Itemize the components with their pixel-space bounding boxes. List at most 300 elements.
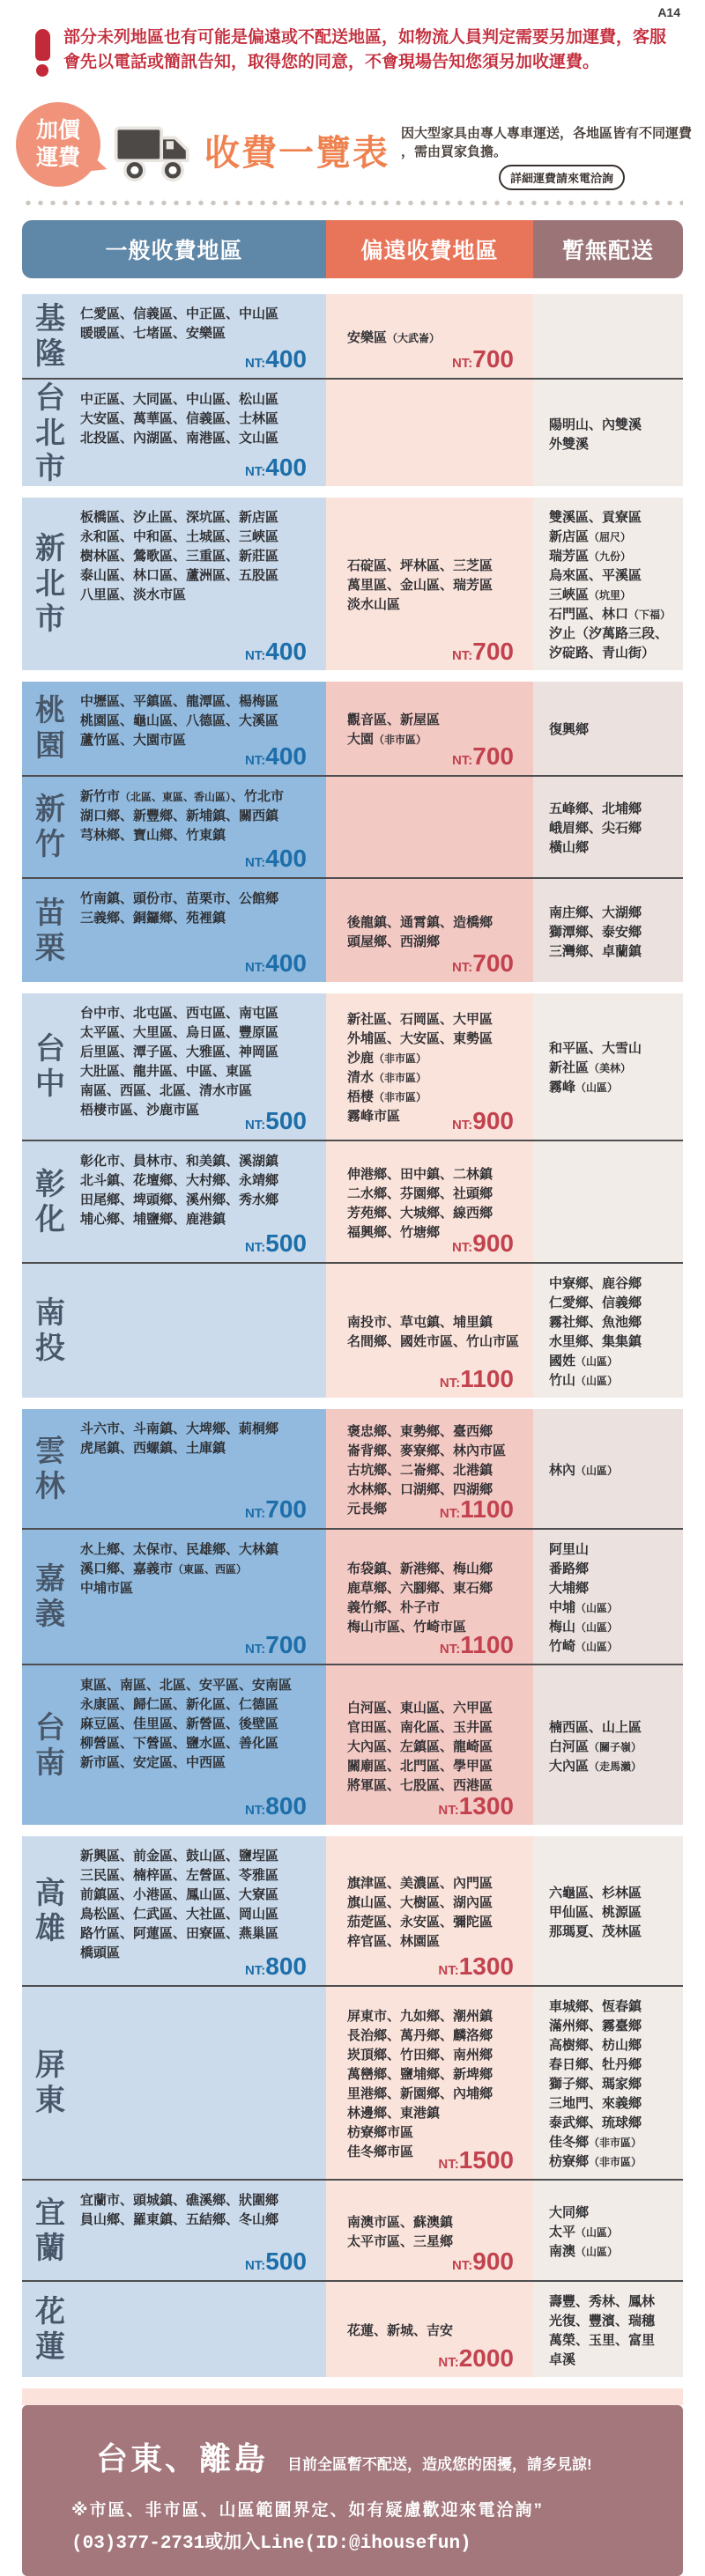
district-line: 枋寮鄉市區 [347,2125,414,2140]
district-line: 白河區（關子嶺） [549,1738,642,1754]
district-line: 梅山市區、竹崎市區 [347,1620,467,1635]
district-line: 柳營區、下營區、鹽水區、善化區 [80,1736,279,1751]
region-row [22,1836,683,1985]
parenthetical-note: （走馬瀨） [589,1760,642,1773]
district-line: 元長鄉 [347,1501,388,1517]
district-line: 新社區、石岡區、大甲區 [347,1012,494,1027]
district-line: 霧峰（山區） [549,1080,619,1095]
remote-cell [326,294,533,378]
district-line: 六龜區、杉林區 [549,1885,642,1901]
parenthetical-note: （山區） [575,1621,619,1634]
no-delivery-cell [533,1141,683,1262]
no-delivery-cell [533,1836,683,1985]
district-line: 汐碇路、青山街） [549,646,656,661]
general-price: NT:400 [244,845,307,872]
district-line: 阿里山 [549,1542,590,1557]
region-label: 台 北 市 [35,380,65,485]
district-line: 梧棲（非市區） [347,1089,427,1104]
district-line: 枋寮鄉（非市區） [549,2154,642,2169]
region-label: 新 北 市 [35,532,65,636]
region-row [22,877,683,982]
region-label: 苗 栗 [35,896,65,965]
contact-cta-button[interactable]: 詳細運費請來電洽詢 [499,165,625,190]
district-line: 安樂區（大武崙） [347,329,441,345]
no-delivery-cell [533,1409,683,1528]
parenthetical-note: （關子嶺） [589,1740,642,1753]
district-line: 永康區、歸仁區、新化區、仁德區 [80,1697,279,1712]
region-row [22,1664,683,1825]
truck-icon [113,120,194,187]
district-line: 太平（山區） [549,2224,619,2240]
district-line: 彰化市、員林市、和美鎮、溪湖鎮 [80,1154,279,1169]
region-label: 花 蓮 [35,2295,65,2364]
parenthetical-note: （山區） [575,2245,619,2258]
district-line: 雙溪區、貢寮區 [549,510,642,525]
general-cell [22,498,326,670]
general-cell [22,2181,326,2280]
region-label: 桃 園 [35,694,65,763]
remote-price: NT:700 [451,638,514,665]
district-line: 埔心鄉、埔鹽鄉、鹿港鎮 [80,1212,226,1227]
district-line: 前鎮區、小港區、鳳山區、大寮區 [80,1887,279,1902]
district-line: 復興鄉 [549,722,590,737]
general-cell [22,1836,326,1985]
district-line: 里港鄉、新園鄉、內埔鄉 [347,2086,494,2101]
region-label: 宜 蘭 [35,2196,65,2265]
district-line: 橋頭區 [80,1945,121,1960]
district-line: 中正區、大同區、中山區、松山區 [80,392,279,407]
district-line: 春日鄉、牡丹鄉 [549,2057,642,2072]
district-line: 田尾鄉、埤頭鄉、溪州鄉、秀水鄉 [80,1192,279,1207]
district-line: 南澳（山區） [549,2243,619,2259]
district-line: 台中市、北屯區、西屯區、南屯區 [80,1006,279,1021]
district-line: 旗山區、大樹區、湖內區 [347,1894,494,1910]
district-line: 板橋區、汐止區、深坑區、新店區 [80,510,279,525]
district-line: 佳冬鄉市區 [347,2144,414,2159]
district-line: 褒忠鄉、東勢鄉、臺西鄉 [347,1423,494,1439]
notice-line-2: 會先以電話或簡訊告知，取得您的同意，不會現場告知您須另加收運費。 [63,53,600,71]
district-line: 中埔市區 [80,1581,134,1596]
district-line: 后里區、潭子區、大雅區、神岡區 [80,1044,279,1059]
promo-description [401,124,692,161]
district-line: 竹山（山區） [549,1373,619,1388]
district-line: 永和區、中和區、土城區、三峽區 [80,529,279,544]
district-line: 太平區、大里區、烏日區、豐原區 [80,1025,279,1040]
remote-cell [326,879,533,982]
general-price: NT:400 [244,345,307,373]
remote-cell [326,1409,533,1528]
region-row [22,378,683,486]
district-line: 新店區（屈尺） [549,529,632,544]
district-line: 旗津區、美濃區、內門區 [347,1875,494,1891]
remote-price: NT:700 [451,742,514,770]
district-line: 五峰鄉、北埔鄉 [549,801,642,816]
district-line: 萬里區、金山區、瑞芳區 [347,578,494,593]
district-line: 霧峰市區 [347,1109,401,1124]
region-row [22,1140,683,1262]
remote-cell [326,2282,533,2377]
district-line: 南區、西區、北區、清水市區 [80,1083,253,1098]
remote-cell [326,1987,533,2179]
district-line: 萬榮、玉里、富里 [549,2333,656,2348]
district-line: 獅子鄉、瑪家鄉 [549,2077,642,2092]
no-delivery-cell [533,1264,683,1398]
parenthetical-note: （山區） [575,1641,619,1653]
general-cell [22,879,326,982]
region-label: 南 投 [35,1296,65,1365]
district-line: 名間鄉、國姓市區、竹山市區 [347,1334,520,1349]
parenthetical-note: （美林） [589,1062,632,1074]
district-line: 水里鄉、集集鎮 [549,1334,642,1349]
general-cell [22,294,326,378]
parenthetical-note: （非市區） [374,1091,427,1103]
region-row [22,2179,683,2280]
district-line: 佳冬鄉（非市區） [549,2135,642,2150]
district-line: 布袋鎮、新港鄉、梅山鄉 [347,1561,494,1576]
district-line: 大安區、萬華區、信義區、士林區 [80,411,279,426]
district-line: 義竹鄉、朴子市 [347,1600,441,1615]
footer-note: ※市區、非市區、山區範圍界定、如有疑慮歡迎來電洽詢” [71,2501,544,2520]
district-line: 員山鄉、羅東鎮、五結鄉、冬山鄉 [80,2212,279,2227]
footer-title-row [22,2405,683,2479]
general-cell [22,1141,326,1262]
district-line: 大園（非市區） [347,732,427,747]
district-line: 壽豐、秀林、鳳林 [549,2294,656,2309]
notice-text [63,26,666,75]
no-delivery-cell [533,2181,683,2280]
district-line: 麻豆區、佳里區、新營區、後壁區 [80,1716,279,1731]
fee-table [22,294,683,2377]
no-delivery-cell [533,1987,683,2179]
parenthetical-note: （山區） [575,1375,619,1387]
dotted-divider [22,199,683,205]
general-districts [78,1264,326,1398]
district-line: 番路鄉 [549,1561,590,1576]
remote-price: NT:1500 [438,2146,514,2174]
district-line: 路竹區、阿蓮區、田寮區、燕巢區 [80,1926,279,1941]
footer-banner [22,2405,683,2576]
parenthetical-note: （北區、東區、香山區） [120,791,232,803]
footer-title: 台東、離島 [96,2440,269,2476]
region-row [22,1528,683,1664]
general-price: NT:400 [244,949,307,977]
district-line: 林邊鄉、東港鎮 [347,2106,441,2121]
district-line: 外雙溪 [549,436,590,452]
district-line: 芎林鄉、寶山鄉、竹東鎮 [80,828,226,843]
district-line: 林內（山區） [549,1462,619,1478]
notice-line-1: 部分未列地區也有可能是偏遠或不配送地區，如物流人員判定需要另加運費，客服 [63,28,667,47]
district-line: 宜蘭市、頭城鎮、礁溪鄉、狀圍鄉 [80,2193,279,2208]
general-price: NT:500 [244,1107,307,1134]
parenthetical-note: （坑里） [589,589,632,602]
district-line: 大埔鄉 [549,1581,590,1596]
district-line: 竹南鎮、頭份市、苗栗市、公館鄉 [80,891,279,906]
district-line: 觀音區、新屋區 [347,712,441,727]
parenthetical-note: （非市區） [589,2137,642,2149]
region-group [22,682,683,982]
parenthetical-note: （非市區） [374,1072,427,1084]
region-label: 新 竹 [35,793,65,861]
no-delivery-cell [533,682,683,775]
district-line: 獅潭鄉、泰安鄉 [549,924,642,940]
remote-cell [326,1264,533,1398]
district-line: 新社區（美林） [549,1060,632,1075]
remote-cell [326,498,533,670]
parenthetical-note: （山區） [575,2225,619,2239]
region-row [22,682,683,775]
district-line: 石門區、林口（下福） [549,607,672,622]
remote-cell [326,682,533,775]
region-label: 基 隆 [35,301,65,371]
district-line: 峨眉鄉、尖石鄉 [549,821,642,836]
region-label: 彰 化 [35,1167,65,1236]
district-line: 梅山（山區） [549,1620,619,1635]
general-price: NT:700 [244,1495,307,1523]
district-line: 沙鹿（非市區） [347,1051,427,1066]
district-line: 古坑鄉、二崙鄉、北港鎮 [347,1462,494,1478]
page-title: 收費一覽表 [204,134,390,173]
column-header-no-delivery: 暫無配送 [533,220,683,278]
region-label: 台 南 [35,1710,65,1780]
district-line: 大肚區、龍井區、中區、東區 [80,1064,253,1079]
column-header-band [22,220,683,278]
district-line: 三地門、來義鄉 [549,2096,642,2111]
no-delivery-cell [533,380,683,486]
region-label: 嘉 義 [35,1562,65,1631]
parenthetical-note: （山區） [575,1081,619,1094]
district-line: 清水（非市區） [347,1070,427,1085]
district-line: 鹿草鄉、六腳鄉、東石鄉 [347,1581,494,1596]
district-line: 斗六市、斗南鎮、大埤鄉、莿桐鄉 [80,1421,279,1436]
district-line: 國姓（山區） [549,1354,619,1369]
general-cell [22,380,326,486]
district-line: 泰山區、林口區、蘆洲區、五股區 [80,568,279,583]
general-cell [22,1409,326,1528]
district-line: 楠西區、山上區 [549,1719,642,1735]
district-line: 光復、豐濱、瑞穗 [549,2314,656,2329]
no-delivery-cell [533,777,683,877]
remote-cell [326,1836,533,1985]
region-row [22,294,683,378]
district-line: 大內區（走馬瀨） [549,1758,642,1774]
district-line: 新竹市（北區、東區、香山區）、竹北市 [80,789,285,804]
district-line: 陽明山、內雙溪 [549,417,642,432]
remote-price: NT:1300 [438,1792,514,1819]
district-line: 茄萣區、永安區、彌陀區 [347,1914,494,1930]
remote-price: NT:900 [451,1107,514,1134]
surcharge-bubble-line-1: 加價 [35,118,80,143]
district-line: 梧棲市區、沙鹿市區 [80,1103,200,1118]
district-line: 甲仙區、桃源區 [549,1904,642,1920]
region-row [22,2280,683,2377]
general-price: NT:500 [244,2248,307,2275]
district-line: 高樹鄉、枋山鄉 [549,2038,642,2053]
district-line: 南庄鄉、大湖鄉 [549,904,642,920]
region-row [22,1262,683,1398]
district-line: 花蓮、新城、吉安 [347,2323,454,2338]
parenthetical-note: （山區） [575,1355,619,1368]
district-line: 外埔區、大安區、東勢區 [347,1031,494,1046]
remote-price: NT:1100 [439,1365,514,1392]
district-line: 福興鄉、竹塘鄉 [347,1224,441,1240]
warning-icon-dot [36,64,48,77]
region-group [22,1836,683,2377]
footer-subtitle: 目前全區暫不配送，造成您的困擾，請多見諒! [287,2456,592,2473]
general-price: NT:800 [244,1952,307,1980]
surcharge-bubble [16,102,100,187]
remote-cell [326,2181,533,2280]
district-line: 湖口鄉、新豐鄉、新埔鎮、關西鎮 [80,808,279,823]
region-row [22,775,683,877]
district-line: 霧社鄉、魚池鄉 [549,1315,642,1330]
page-code: A14 [657,5,680,19]
district-line: 竹崎（山區） [549,1639,619,1654]
remote-price: NT:1100 [439,1631,514,1658]
district-line: 樹林區、鶯歌區、三重區、新莊區 [80,549,279,564]
district-line: 三灣鄉、卓蘭鎮 [549,943,642,959]
district-line: 汐止（汐萬路三段、 [549,626,669,641]
district-line: 新市區、安定區、中西區 [80,1755,226,1770]
district-line: 烏來區、平溪區 [549,568,642,583]
region-group [22,1409,683,1825]
district-line: 石碇區、坪林區、三芝區 [347,558,494,573]
remote-price: NT:1100 [439,1495,514,1523]
district-line: 大同鄉 [549,2204,590,2220]
district-line: 大內區、左鎮區、龍崎區 [347,1738,494,1754]
region-label: 屏 東 [35,2048,65,2117]
parenthetical-note: （下福） [628,609,672,621]
parenthetical-note: （大武崙） [387,331,441,344]
district-line: 桃園區、龜山區、八德區、大溪區 [80,713,279,728]
district-line: 南澳市區、蘇澳鎮 [347,2214,454,2230]
general-cell [22,682,326,775]
column-header-general: 一般收費地區 [22,220,326,278]
region-label: 高 雄 [35,1876,65,1945]
general-cell [22,777,326,877]
promo-description-line-1: 因大型家具由專人專車運送，各地區皆有不同運費 [401,126,693,141]
district-line: 卓溪 [549,2352,576,2367]
remote-cell [326,777,533,877]
district-line: 東區、南區、北區、安平區、安南區 [80,1678,293,1693]
district-line: 虎尾鎮、西螺鎮、土庫鎮 [80,1441,226,1456]
district-line: 後龍鎮、通霄鎮、造橋鄉 [347,914,494,930]
district-line: 那瑪夏、茂林區 [549,1923,642,1939]
region-row [22,498,683,670]
district-line: 中壢區、平鎮區、龍潭區、楊梅區 [80,694,279,709]
general-price: NT:700 [244,1631,307,1658]
remote-price: NT:1300 [438,1952,514,1980]
column-header-remote: 偏遠收費地區 [326,220,533,278]
district-line: 橫山鄉 [549,840,590,855]
parenthetical-note: （山區） [575,1464,619,1477]
district-line: 新興區、前金區、鼓山區、鹽埕區 [80,1849,279,1864]
no-delivery-cell [533,2282,683,2377]
no-delivery-cell [533,993,683,1140]
remote-price: NT:900 [451,1229,514,1257]
promo-description-line-2: ，需由買家負擔。 [401,144,508,159]
district-line: 仁愛區、信義區、中正區、中山區 [80,306,279,321]
district-line: 屏東市、九如鄉、潮州鎮 [347,2009,494,2024]
district-line: 伸港鄉、田中鎮、二林鎮 [347,1166,494,1182]
district-line: 關廟區、北門區、學甲區 [347,1758,494,1774]
region-row [22,1409,683,1528]
district-line: 仁愛鄉、信義鄉 [549,1295,642,1310]
parenthetical-note: （非市區） [374,734,427,746]
district-line: 三峽區（坑里） [549,587,632,602]
general-districts [78,2282,326,2377]
general-cell [22,1530,326,1664]
promo-header [0,100,705,197]
district-line: 和平區、大雪山 [549,1041,642,1056]
district-line: 崁頂鄉、竹田鄉、南州鄉 [347,2048,494,2063]
warning-icon-bar [35,29,50,61]
general-cell [22,1264,326,1398]
district-line: 將軍區、七股區、西港區 [347,1777,494,1793]
region-row [22,993,683,1140]
district-line: 北投區、內湖區、南港區、文山區 [80,431,279,446]
parenthetical-note: （非市區） [589,2156,642,2168]
parenthetical-note: （九份） [589,550,632,563]
district-line: 中寮鄉、鹿谷鄉 [549,1276,642,1291]
remote-price: NT:700 [451,345,514,373]
district-line: 北斗鎮、花壇鄉、大村鄉、永靖鄉 [80,1173,279,1188]
district-line: 官田區、南化區、玉井區 [347,1719,494,1735]
no-delivery-cell [533,879,683,982]
district-line: 南投市、草屯鎮、埔里鎮 [347,1315,494,1330]
general-cell [22,993,326,1140]
general-price: NT:400 [244,454,307,481]
remote-cell [326,1530,533,1664]
district-line: 太平市區、三星鄉 [347,2233,454,2249]
no-delivery-cell [533,1530,683,1664]
district-line: 三義鄉、銅鑼鄉、苑裡鎮 [80,911,226,926]
footer-contact: (03)377-2731或加入Line(ID:@ihousefun) [71,2534,471,2554]
district-line: 梓官區、林園區 [347,1933,441,1949]
region-group [22,498,683,670]
remote-cell [326,380,533,486]
general-price: NT:400 [244,742,307,770]
district-line: 滿州鄉、霧臺鄉 [549,2019,642,2033]
general-price: NT:400 [244,638,307,665]
district-line: 二水鄉、芬園鄉、社頭鄉 [347,1185,494,1201]
region-group [22,993,683,1398]
general-price: NT:800 [244,1792,307,1819]
no-delivery-cell [533,1665,683,1825]
district-line: 車城鄉、恆春鎮 [549,1999,642,2014]
surcharge-bubble-line-2: 運費 [35,145,80,170]
table-footer-strip [22,2388,683,2405]
district-line: 芳苑鄉、大城鄉、線西鄉 [347,1205,494,1221]
district-line: 蘆竹區、大園市區 [80,733,187,748]
remote-price: NT:900 [451,2248,514,2275]
no-delivery-cell [533,498,683,670]
parenthetical-note: （東區、西區） [173,1563,248,1576]
district-line: 萬巒鄉、鹽埔鄉、新埤鄉 [347,2067,494,2082]
district-line: 溪口鄉、嘉義市（東區、西區） [80,1561,248,1576]
district-line: 崙背鄉、麥寮鄉、林內市區 [347,1443,507,1458]
parenthetical-note: （非市區） [374,1052,427,1065]
remote-cell [326,1665,533,1825]
district-line: 淡水山區 [347,597,401,612]
region-group [22,294,683,486]
general-cell [22,2282,326,2377]
remote-cell [326,993,533,1140]
general-cell [22,1665,326,1825]
district-line: 八里區、淡水市區 [80,587,187,602]
region-label: 台 中 [35,1032,65,1101]
warning-icon [33,29,52,78]
region-label: 雲 林 [35,1434,65,1503]
